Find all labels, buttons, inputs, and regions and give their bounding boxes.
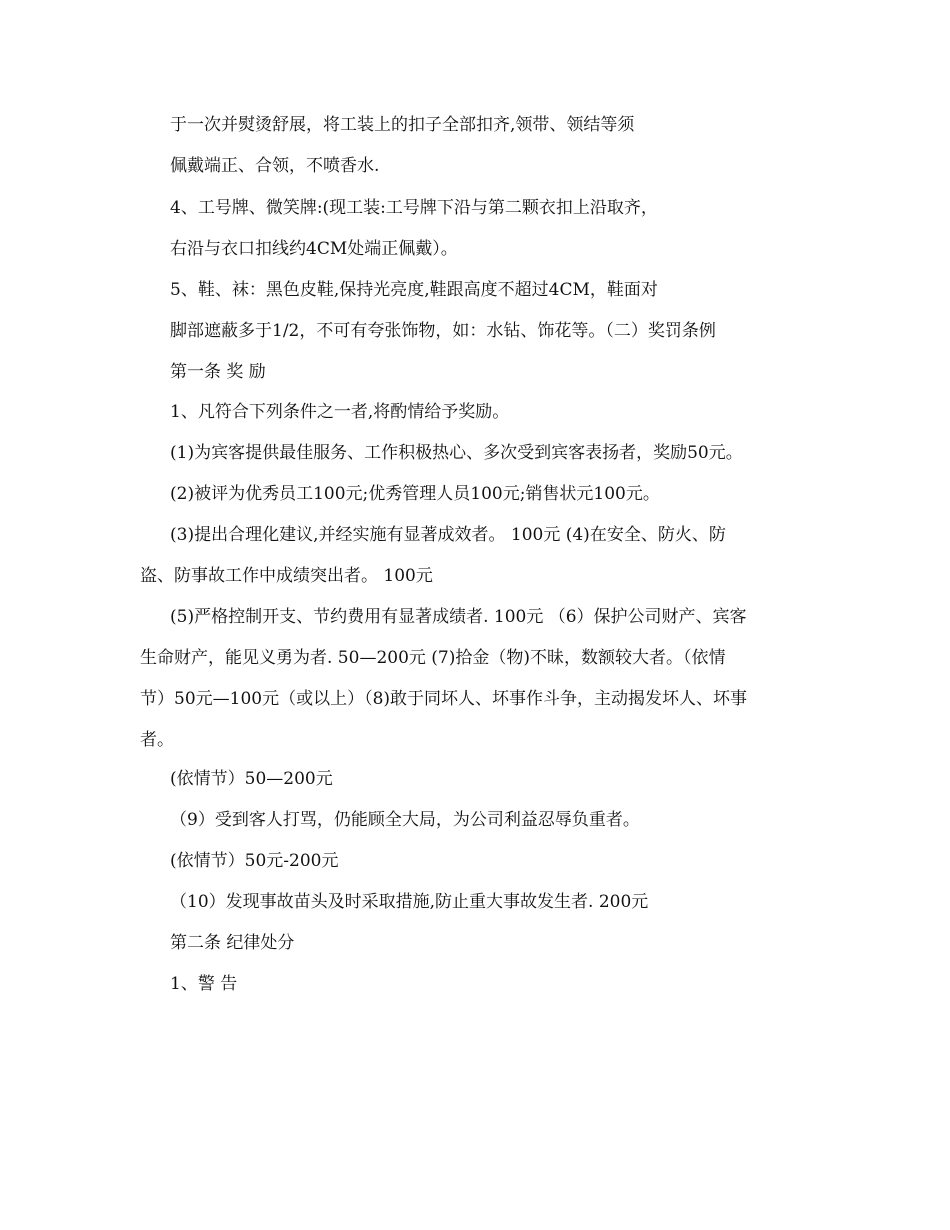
text-line: 1、警 告 xyxy=(170,974,238,994)
text-line: (依情节）50元-200元 xyxy=(170,851,339,871)
section-heading: 第二条 纪律处分 xyxy=(170,933,295,953)
text-line: （9）受到客人打骂，仍能顾全大局，为公司利益忍辱负重者。 xyxy=(170,810,640,830)
text-line: 者。 xyxy=(140,730,174,750)
text-line: (5)严格控制开支、节约费用有显著成绩者. 100元 （6）保护公司财产、宾客 xyxy=(170,607,747,627)
section-heading: 第一条 奖 励 xyxy=(170,362,266,382)
text-line: 生命财产，能见义勇为者. 50—200元 (7)拾金（物)不昧，数额较大者。（依情 xyxy=(140,648,726,668)
text-line: 于一次并熨烫舒展，将工装上的扣子全部扣齐,领带、领结等须 xyxy=(170,115,635,135)
text-line: 脚部遮蔽多于1/2，不可有夸张饰物，如：水钻、饰花等。（二）奖罚条例 xyxy=(170,321,716,341)
text-line: （10）发现事故苗头及时采取措施,防止重大事故发生者. 200元 xyxy=(170,892,649,912)
text-line: (3)提出合理化建议,并经实施有显著成效者。 100元 (4)在安全、防火、防 xyxy=(170,525,726,545)
text-line: (依情节）50—200元 xyxy=(170,769,333,789)
text-line: 4、工号牌、微笑牌:(现工装:工号牌下沿与第二颗衣扣上沿取齐， xyxy=(170,198,658,218)
text-line: 盗、防事故工作中成绩突出者。 100元 xyxy=(140,566,433,586)
text-line: 佩戴端正、合领，不喷香水. xyxy=(170,156,380,176)
text-line: (2)被评为优秀员工100元;优秀管理人员100元;销售状元100元。 xyxy=(170,484,660,504)
text-line: 右沿与衣口扣线约4CM处端正佩戴）。 xyxy=(170,239,458,259)
text-line: (1)为宾客提供最佳服务、工作积极热心、多次受到宾客表扬者，奖励50元。 xyxy=(170,443,743,463)
text-line: 节）50元—100元（或以上）（8)敢于同坏人、坏事作斗争，主动揭发坏人、坏事 xyxy=(140,689,748,709)
text-line: 1、凡符合下列条件之一者,将酌情给予奖励。 xyxy=(170,402,510,422)
text-line: 5、鞋、袜：黑色皮鞋,保持光亮度,鞋跟高度不超过4CM，鞋面对 xyxy=(170,280,658,300)
